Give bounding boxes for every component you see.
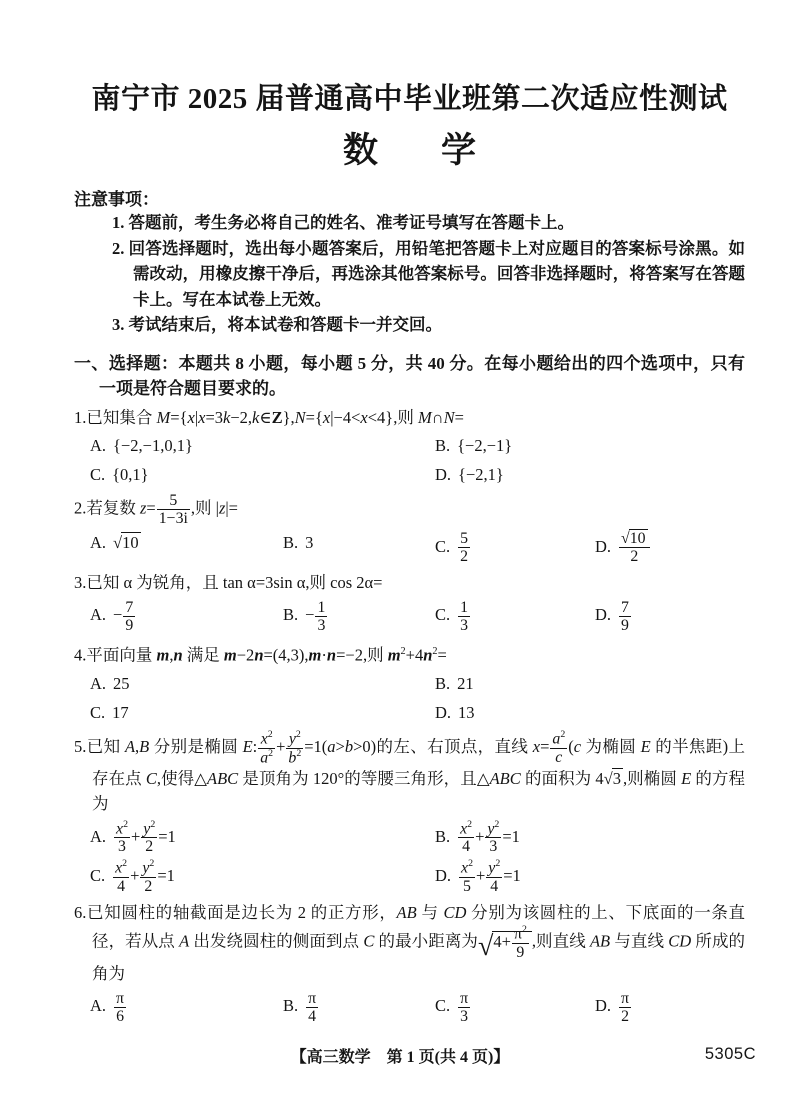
option-value: $\frac{x^2}{3}$ + $\frac{y^2}{2}$ =1 xyxy=(116,818,176,856)
page-title: 南宁市 2025 届普通高中毕业班第二次适应性测试 xyxy=(91,83,728,115)
option-value: 3 xyxy=(305,533,314,553)
notice-item-3: 3. 考试结束后，将本试卷和答题卡一并交回。 xyxy=(112,315,442,334)
option-value: {−2,−1,0,1} xyxy=(113,436,193,455)
option-label: D. xyxy=(595,605,612,625)
question-2-option-a xyxy=(90,528,283,567)
question-4-option-a xyxy=(90,669,435,698)
question-4-option-d xyxy=(435,698,745,727)
question-3-option-b xyxy=(283,597,435,636)
option-value: 13 xyxy=(458,703,475,723)
question-6-stem: 6.已知圆柱的轴截面是边长为 2 的正方形，AB 与 CD 分别为该圆柱的上、下底面的一条直径，若从点 A 出发绕圆柱的侧面到点 C 的最小距离为√4+ $\frac{\pi^2}{9}$ ,则直线 AB 与直线 CD 所成的角为 xyxy=(74,902,746,984)
question-3 xyxy=(74,570,745,636)
option-value: $\frac{x^2}{4}$ + $\frac{y^2}{3}$ =1 xyxy=(460,818,520,856)
option-value: $\frac{\pi}{6}$ xyxy=(116,989,125,1026)
option-label: A. xyxy=(90,605,107,625)
option-value: $\frac{7}{9}$ xyxy=(621,598,629,635)
question-4 xyxy=(74,639,745,727)
option-label: B. xyxy=(283,533,299,553)
question-1-option-c xyxy=(90,460,435,489)
question-3-option-d xyxy=(595,597,745,636)
question-5-option-a xyxy=(90,818,435,858)
notice-item-2: 2. 回答选择题时，选出每小题答案后，用铅笔把答题卡上对应题目的答案标号涂黑。如需改动，用橡皮擦干净后，再选涂其他答案标号。回答非选择题时，将答案写在答题卡上。写在本试卷上无效。 xyxy=(112,238,745,309)
question-4-option-b xyxy=(435,669,745,698)
option-label: A. xyxy=(90,436,107,455)
option-value: $\frac{\pi}{4}$ xyxy=(308,989,317,1026)
option-value: $\frac{\pi}{3}$ xyxy=(460,989,469,1026)
option-label: D. xyxy=(595,996,612,1016)
option-label: B. xyxy=(283,996,299,1016)
question-5-option-b xyxy=(435,818,745,858)
option-label: C. xyxy=(90,866,106,886)
question-2-option-c xyxy=(435,528,595,567)
page-footer xyxy=(0,1044,800,1067)
question-6-option-c xyxy=(435,988,595,1027)
option-label: A. xyxy=(90,533,107,553)
option-value: 25 xyxy=(113,674,130,694)
option-value: 17 xyxy=(112,703,129,723)
question-1-option-a xyxy=(90,431,435,460)
question-1-options xyxy=(90,431,745,489)
question-2 xyxy=(74,492,745,567)
option-label: A. xyxy=(90,996,107,1016)
option-value: $\frac{x^2}{5}$ + $\frac{y^2}{4}$ =1 xyxy=(461,858,521,895)
question-6-option-b xyxy=(283,988,435,1027)
option-value: {0,1} xyxy=(112,465,149,484)
section-heading: 一、选择题：本题共 8 小题，每小题 5 分，共 40 分。在每小题给出的四个选项中，只有一项是符合题目要求的。 xyxy=(74,353,745,398)
notice-heading: 注意事项： xyxy=(74,190,159,209)
question-2-stem: 2.若复数 z= $\frac{5}{1-3i}$ ,则 |z|= xyxy=(74,492,238,528)
question-6-option-a xyxy=(90,988,283,1027)
option-label: B. xyxy=(435,826,451,846)
question-1-option-b xyxy=(435,431,745,460)
option-label: A. xyxy=(90,826,107,846)
option-value: $\frac{\pi}{2}$ xyxy=(621,989,630,1026)
question-2-options xyxy=(90,528,745,567)
footer-paper-code: 5305C xyxy=(704,1045,756,1063)
question-3-option-c xyxy=(435,597,595,636)
option-label: C. xyxy=(435,605,451,625)
question-3-stem: 3.已知 α 为锐角，且 tan α=3sin α,则 cos 2α= xyxy=(74,573,383,593)
option-label: C. xyxy=(435,536,451,556)
question-5-stem: 5.已知 A,B 分别是椭圆 E: $\frac{x^2}{a^2}$ + $\frac{y^2}{b^2}$ =1(a>b>0)的左、右顶点，直线 x= $\frac{a^2}{c}$ (c 为椭圆 E 的半焦距)上存在点 C,使得△ABC 是顶角为 120°的等腰三角形，且△ABC 的面积为 4√3 ,则椭圆 E 的方程为 xyxy=(74,729,746,814)
option-value: $\frac{x^2}{4}$ + $\frac{y^2}{2}$ =1 xyxy=(115,858,175,895)
option-label: C. xyxy=(90,465,106,484)
question-4-stem: 4.平面向量 m,n 满足 m−2n=(4,3),m·n=−2,则 $m^2+4n^2=$ xyxy=(74,645,447,665)
option-value: {−2,1} xyxy=(458,465,504,484)
question-1 xyxy=(74,405,745,490)
question-6-options xyxy=(90,988,745,1027)
option-label: D. xyxy=(435,866,452,886)
option-label: C. xyxy=(435,996,451,1016)
option-value: − $\frac{1}{3}$ xyxy=(305,598,326,635)
notice-section xyxy=(74,185,745,338)
option-value: $\frac{√10}{2}$ xyxy=(618,537,651,556)
question-3-options xyxy=(90,597,745,636)
question-5-options xyxy=(90,818,745,897)
option-label: B. xyxy=(283,605,299,625)
option-label: B. xyxy=(435,674,451,694)
question-1-option-d xyxy=(435,460,745,489)
option-label: C. xyxy=(90,703,106,723)
footer-page-info: 【高三数学 第 1 页(共 4 页)】 xyxy=(290,1049,510,1066)
question-4-option-c xyxy=(90,698,435,727)
question-5 xyxy=(74,730,745,897)
subject-title: 数 学 xyxy=(342,131,490,170)
question-5-option-c xyxy=(90,857,435,897)
question-3-option-a xyxy=(90,597,283,636)
question-6-option-d xyxy=(595,988,745,1027)
option-label: D. xyxy=(595,536,612,556)
question-1-stem: 1.已知集合 M={x|x=3k−2,k∈Z},N={x|−4<x<4},则 M∩N= xyxy=(74,407,464,427)
question-2-option-b xyxy=(283,528,435,567)
option-value: $\frac{1}{3}$ xyxy=(460,598,469,635)
question-6 xyxy=(74,900,745,1027)
option-label: D. xyxy=(435,703,452,723)
option-value: √10 xyxy=(113,533,139,553)
question-4-options xyxy=(90,669,745,727)
question-2-option-d xyxy=(595,528,745,567)
option-label: D. xyxy=(435,465,452,484)
question-5-option-d xyxy=(435,857,745,897)
notice-item-1: 1. 答题前，考生务必将自己的姓名、准考证号填写在答题卡上。 xyxy=(112,213,574,232)
option-value: 21 xyxy=(457,674,474,694)
option-value: {−2,−1} xyxy=(457,436,513,455)
option-value: − $\frac{7}{9}$ xyxy=(113,598,134,635)
option-label: B. xyxy=(435,436,451,455)
option-value: $\frac{5}{2}$ xyxy=(460,530,469,566)
option-label: A. xyxy=(90,674,107,694)
